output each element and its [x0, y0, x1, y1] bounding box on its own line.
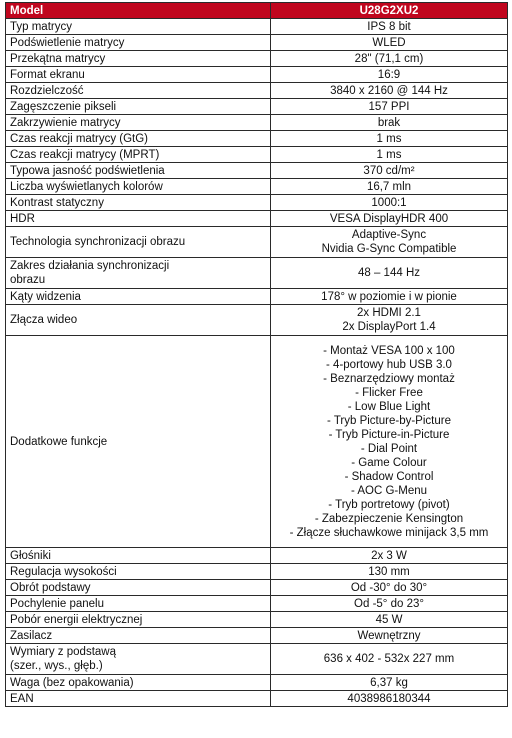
spec-row — [6, 628, 508, 644]
spec-label — [6, 564, 271, 580]
spec-label-line: Zakrzywienie matrycy — [10, 116, 121, 129]
spec-value — [271, 258, 508, 289]
spec-row — [6, 227, 508, 258]
spec-value-line: - Tryb Picture-by-Picture — [327, 414, 451, 427]
spec-row — [6, 83, 508, 99]
spec-value-line: Nvidia G-Sync Compatible — [321, 243, 457, 255]
spec-value — [271, 67, 508, 83]
spec-value — [271, 596, 508, 612]
spec-value-line: - Shadow Control — [344, 470, 434, 483]
spec-label-line: Typowa jasność podświetlenia — [10, 164, 165, 177]
spec-value — [271, 691, 508, 707]
spec-value — [271, 99, 508, 115]
spec-value — [271, 580, 508, 596]
spec-row — [6, 51, 508, 67]
spec-value-line: 2x HDMI 2.1 — [357, 307, 421, 319]
spec-row — [6, 99, 508, 115]
spec-row — [6, 211, 508, 227]
spec-value-line: - Dial Point — [360, 442, 418, 455]
spec-value-line: - Tryb Picture-in-Picture — [328, 428, 450, 441]
spec-value-line: Od -5° do 23° — [354, 597, 424, 610]
spec-value — [271, 289, 508, 305]
spec-label — [6, 51, 271, 67]
spec-label — [6, 227, 271, 258]
spec-value-line: Od -30° do 30° — [350, 581, 428, 594]
header-model: U28G2XU2 — [271, 3, 508, 19]
spec-row — [6, 258, 508, 289]
spec-value — [271, 336, 508, 548]
spec-row — [6, 305, 508, 336]
spec-value-line: 2x 3 W — [371, 549, 407, 562]
spec-value-line: 130 mm — [368, 565, 410, 578]
spec-row — [6, 289, 508, 305]
spec-label — [6, 19, 271, 35]
spec-value-line: 4038986180344 — [347, 692, 431, 705]
spec-label-line: Pochylenie panelu — [10, 597, 104, 610]
spec-row — [6, 336, 508, 548]
header-label: Model — [6, 3, 271, 19]
spec-value-line: brak — [377, 116, 401, 129]
spec-label-line: Technologia synchronizacji obrazu — [10, 236, 186, 248]
spec-label-line: Czas reakcji matrycy (MPRT) — [10, 148, 160, 161]
spec-label — [6, 675, 271, 691]
spec-value-line: 3840 x 2160 @ 144 Hz — [330, 84, 448, 97]
spec-value — [271, 612, 508, 628]
spec-label-line: Czas reakcji matrycy (GtG) — [10, 132, 149, 145]
spec-label — [6, 67, 271, 83]
spec-value-line: 45 W — [375, 613, 403, 626]
spec-label-line: Rozdzielczość — [10, 84, 84, 97]
spec-label — [6, 163, 271, 179]
spec-value-line: 1 ms — [376, 132, 402, 145]
spec-label — [6, 691, 271, 707]
spec-value — [271, 131, 508, 147]
spec-label-line: Złącza wideo — [10, 314, 78, 326]
spec-label — [6, 336, 271, 548]
spec-value — [271, 195, 508, 211]
spec-row — [6, 179, 508, 195]
spec-label-line: Obrót podstawy — [10, 581, 91, 594]
spec-row — [6, 163, 508, 179]
spec-value-line: 1 ms — [376, 148, 402, 161]
spec-label-line: Zakres działania synchronizacji — [10, 260, 170, 272]
spec-value-line: 28" (71,1 cm) — [354, 52, 424, 65]
spec-body — [6, 19, 508, 707]
spec-value — [271, 564, 508, 580]
spec-value — [271, 305, 508, 336]
spec-label-line: EAN — [10, 692, 34, 705]
spec-row — [6, 548, 508, 564]
spec-row — [6, 67, 508, 83]
spec-label — [6, 99, 271, 115]
spec-label-line: Kontrast statyczny — [10, 196, 104, 209]
spec-row — [6, 675, 508, 691]
spec-value — [271, 19, 508, 35]
spec-value — [271, 179, 508, 195]
spec-value-line: WLED — [372, 36, 406, 49]
spec-label-line: Typ matrycy — [10, 20, 72, 33]
spec-label-line: Liczba wyświetlanych kolorów — [10, 180, 163, 193]
spec-label — [6, 612, 271, 628]
spec-value-line: 48 – 144 Hz — [357, 267, 420, 279]
spec-label — [6, 211, 271, 227]
spec-label — [6, 179, 271, 195]
spec-label — [6, 258, 271, 289]
spec-value-line: - Tryb portretowy (pivot) — [328, 498, 450, 511]
spec-value — [271, 115, 508, 131]
spec-value-line: - AOC G-Menu — [350, 484, 428, 497]
spec-row — [6, 115, 508, 131]
spec-row — [6, 131, 508, 147]
spec-row — [6, 19, 508, 35]
spec-value-line: 6,37 kg — [370, 676, 408, 689]
spec-value-line: 370 cd/m² — [363, 164, 415, 177]
spec-label — [6, 115, 271, 131]
spec-value-line: - 4-portowy hub USB 3.0 — [326, 358, 452, 371]
spec-value — [271, 628, 508, 644]
spec-row — [6, 644, 508, 675]
spec-value — [271, 548, 508, 564]
spec-label-line: Format ekranu — [10, 68, 85, 81]
spec-value-line: - Low Blue Light — [347, 400, 431, 413]
spec-label-line: HDR — [10, 212, 35, 225]
spec-value-line: VESA DisplayHDR 400 — [329, 212, 449, 225]
spec-label — [6, 628, 271, 644]
spec-label-line: obrazu — [10, 274, 46, 286]
spec-label-line: Zasilacz — [10, 629, 53, 642]
spec-value — [271, 227, 508, 258]
spec-value — [271, 51, 508, 67]
spec-label-line: Przekątna matrycy — [10, 52, 106, 65]
spec-value-line: - Flicker Free — [355, 386, 423, 399]
spec-row — [6, 691, 508, 707]
spec-row — [6, 195, 508, 211]
spec-value-line: 2x DisplayPort 1.4 — [342, 321, 436, 333]
spec-label — [6, 83, 271, 99]
spec-row — [6, 564, 508, 580]
spec-value-line: 16:9 — [377, 68, 401, 81]
spec-label-line: Waga (bez opakowania) — [10, 676, 134, 689]
spec-label-line: Zagęszczenie pikseli — [10, 100, 117, 113]
spec-label-line: Głośniki — [10, 549, 51, 562]
spec-label — [6, 131, 271, 147]
spec-row — [6, 612, 508, 628]
spec-value-line: Wewnętrzny — [357, 629, 421, 642]
spec-value-line: - Montaż VESA 100 x 100 — [323, 344, 455, 357]
spec-label — [6, 548, 271, 564]
spec-label — [6, 596, 271, 612]
spec-row — [6, 580, 508, 596]
spec-table — [5, 2, 508, 707]
spec-label — [6, 305, 271, 336]
spec-label — [6, 580, 271, 596]
spec-value — [271, 211, 508, 227]
spec-value-line: - Beznarzędziowy montaż — [323, 372, 455, 385]
spec-label-line: Kąty widzenia — [10, 290, 81, 303]
spec-row — [6, 35, 508, 51]
spec-header-row — [6, 3, 508, 19]
spec-value — [271, 83, 508, 99]
spec-label-line: Wymiary z podstawą — [10, 646, 116, 658]
spec-label — [6, 289, 271, 305]
spec-label-line: Pobór energii elektrycznej — [10, 613, 143, 626]
spec-label-line: Dodatkowe funkcje — [10, 435, 108, 448]
spec-row — [6, 596, 508, 612]
spec-value — [271, 147, 508, 163]
spec-value-line: 636 x 402 - 532x 227 mm — [323, 653, 455, 665]
spec-value-line: Adaptive-Sync — [351, 229, 427, 241]
spec-label — [6, 644, 271, 675]
spec-value — [271, 35, 508, 51]
spec-value — [271, 644, 508, 675]
spec-value — [271, 675, 508, 691]
spec-label — [6, 35, 271, 51]
spec-label-line: Regulacja wysokości — [10, 565, 117, 578]
spec-value-line: 1000:1 — [371, 196, 407, 209]
spec-value-line: - Złącze słuchawkowe minijack 3,5 mm — [289, 526, 489, 539]
spec-value-line: - Game Colour — [351, 456, 427, 469]
spec-value — [271, 163, 508, 179]
spec-label — [6, 147, 271, 163]
spec-row — [6, 147, 508, 163]
spec-value-line: 16,7 mln — [366, 180, 412, 193]
spec-value-line: - Zabezpieczenie Kensington — [314, 512, 464, 525]
spec-value-line: 157 PPI — [368, 100, 410, 113]
spec-label-line: (szer., wys., głęb.) — [10, 660, 103, 672]
spec-value-line: IPS 8 bit — [367, 20, 411, 33]
spec-label — [6, 195, 271, 211]
spec-value-line: 178° w poziomie i w pionie — [321, 290, 457, 303]
spec-label-line: Podświetlenie matrycy — [10, 36, 125, 49]
